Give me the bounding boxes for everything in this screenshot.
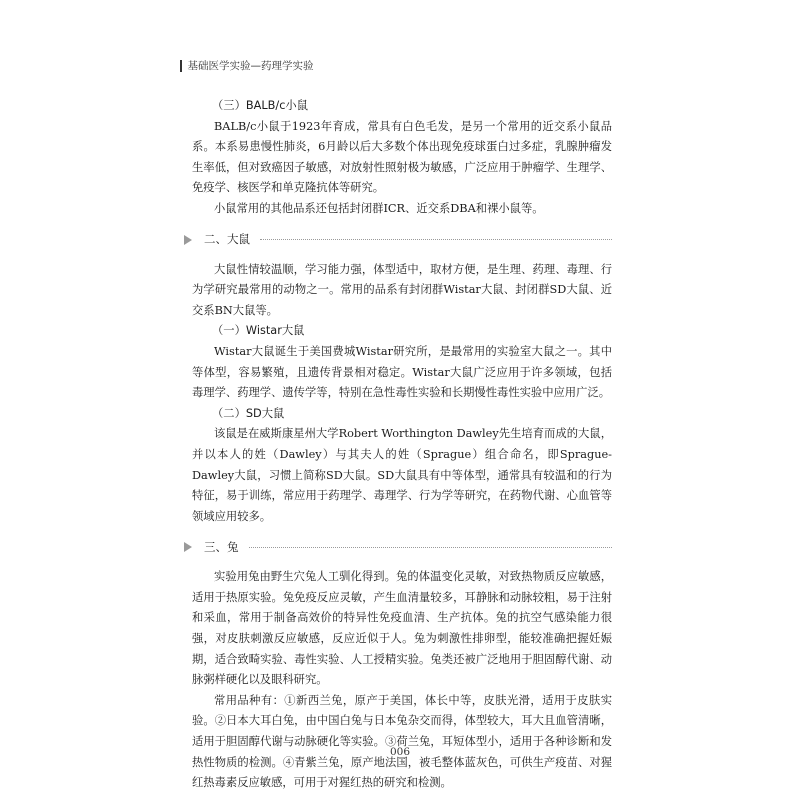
subheading-wistar: （一）Wistar大鼠 (212, 324, 305, 338)
dotted-rule (249, 547, 613, 548)
running-title: 基础医学实验—药理学实验 (187, 60, 314, 72)
subheading-balbc: （三）BALB/c小鼠 (212, 99, 309, 112)
paragraph-rabbit-2: 常用品种有：①新西兰兔，原产于美国，体长中等，皮肤光滑，适用于皮肤实验。②日本大耳白兔，由中国白兔与日本兔杂交而得，体型较大，耳大且血管清晰，适用于胆固醇代谢与动脉硬化等实验。③荷兰兔，耳短体型小，适用于各种诊断和发热性物质的检测。④青紫兰兔，原产地法国，被毛整体蓝灰色，可供生产疫苗、对猩红热毒素反应敏感，可用于对猩红热的研究和检测。 (192, 693, 612, 790)
paragraph-wistar: Wistar大鼠诞生于美国费城Wistar研究所，是最常用的实验室大鼠之一。其中等体型，容易繁殖，且遗传背景相对稳定。Wistar大鼠广泛应用于许多领域，包括毒理学、药理学、遗传学等，特别在急性毒性实验和长期慢性毒性实验中应用广泛。 (192, 344, 612, 400)
paragraph-rat-1: 大鼠性情较温顺，学习能力强，体型适中，取材方便，是生理、药理、毒理、行为学研究最常用的动物之一。常用的品系有封闭群Wistar大鼠、封闭群SD大鼠、近交系BN大鼠等。 (192, 262, 612, 317)
paragraph-balbc-1: BALB/c小鼠于1923年育成，常具有白色毛发，是另一个常用的近交系小鼠品系。本系易患慢性肺炎，6月龄以后大多数个体出现免疫球蛋白过多症，乳腺肿瘤发生率低，但对致癌因子敏感，对放射性照射极为敏感，广泛应用于肿瘤学、生理学、免疫学、核医学和单克隆抗体等研究。 (192, 119, 612, 195)
page-body (192, 96, 612, 794)
paragraph-rabbit-1: 实验用兔由野生穴兔人工驯化得到。兔的体温变化灵敏，对致热物质反应敏感，适用于热原实验。兔免疫反应灵敏，产生血清量较多，耳静脉和动脉较粗，易于注射和采血，常用于制备高效价的特异性免疫血清、生产抗体。兔的抗空气感染能力很强，对皮肤刺激反应敏感，反应近似于人。兔为刺激性排卵型，能较准确把握妊娠期，适合致畸实验、毒性实验、人工授精实验。兔类还被广泛地用于胆固醇代谢、动脉粥样硬化以及眼科研究。 (192, 570, 612, 687)
section-title-rat: 二、大鼠 (204, 232, 250, 247)
subheading-sd: （二）SD大鼠 (212, 406, 285, 420)
section-heading-rat (184, 227, 612, 253)
section-title-rabbit: 三、兔 (204, 539, 239, 554)
paragraph-balbc-2: 小鼠常用的其他品系还包括封闭群ICR、近交系DBA和裸小鼠等。 (214, 201, 544, 215)
running-header (180, 58, 314, 73)
page-number: 006 (389, 746, 411, 758)
triangle-marker-icon (184, 542, 192, 552)
paragraph-sd: 该鼠是在威斯康星州大学Robert Worthington Dawley先生培育而成的大鼠，并以本人的姓（Dawley）与其夫人的姓（Sprague）组合命名，即Sprague-Dawley大鼠，习惯上简称SD大鼠。SD大鼠具有中等体型，通常具有较温和的行为特征，易于训练，常应用于药理学、毒理学、行为学等研究，在药物代谢、心血管等领域应用较多。 (192, 427, 612, 523)
dotted-rule (260, 239, 612, 240)
triangle-marker-icon (184, 235, 192, 245)
header-bar (180, 60, 182, 72)
section-heading-rabbit (184, 534, 612, 560)
